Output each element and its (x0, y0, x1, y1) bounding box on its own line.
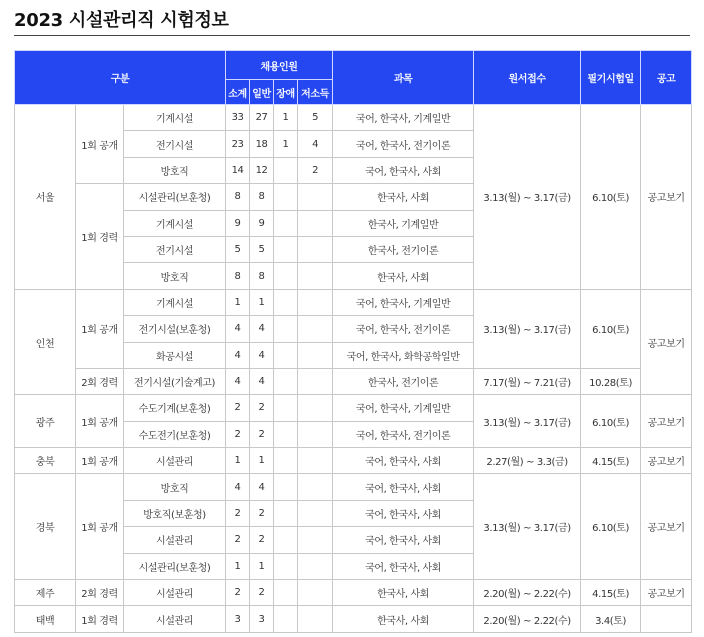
disabled-cell (274, 236, 298, 262)
subjects-cell: 한국사, 전기이론 (333, 236, 474, 262)
application-cell: 7.17(월) ~ 7.21(금) (474, 368, 581, 394)
low-income-cell: 4 (298, 131, 333, 157)
subjects-cell: 국어, 한국사, 사회 (333, 448, 474, 474)
subjects-cell: 국어, 한국사, 화학공학일반 (333, 342, 474, 368)
notice-link[interactable]: 공고보기 (641, 448, 692, 474)
position-cell: 방호직 (124, 157, 226, 183)
low-income-cell (298, 210, 333, 236)
subjects-cell: 한국사, 전기이론 (333, 368, 474, 394)
disabled-cell (274, 421, 298, 447)
table-row (15, 105, 692, 131)
general-cell: 2 (250, 421, 274, 447)
total-cell: 14 (226, 157, 250, 183)
subjects-cell: 한국사, 사회 (333, 580, 474, 606)
written-date-cell: 4.15(토) (581, 580, 641, 606)
subjects-cell: 국어, 한국사, 전기이론 (333, 316, 474, 342)
application-cell: 3.13(월) ~ 3.17(금) (474, 105, 581, 290)
disabled-cell (274, 263, 298, 289)
low-income-cell (298, 236, 333, 262)
application-cell: 3.13(월) ~ 3.17(금) (474, 474, 581, 580)
subjects-cell: 국어, 한국사, 사회 (333, 474, 474, 500)
total-cell: 2 (226, 421, 250, 447)
total-cell: 2 (226, 500, 250, 526)
subjects-cell: 국어, 한국사, 기계일반 (333, 395, 474, 421)
application-cell: 2.27(월) ~ 3.3(금) (474, 448, 581, 474)
total-cell: 9 (226, 210, 250, 236)
written-date-cell: 6.10(토) (581, 105, 641, 290)
total-cell: 8 (226, 263, 250, 289)
application-cell: 3.13(월) ~ 3.17(금) (474, 289, 581, 368)
subjects-cell: 국어, 한국사, 기계일반 (333, 289, 474, 315)
recruit-type-cell: 1회 공개 (76, 105, 124, 184)
total-cell: 4 (226, 342, 250, 368)
subjects-cell: 국어, 한국사, 전기이론 (333, 131, 474, 157)
recruit-type-cell: 1회 공개 (76, 289, 124, 368)
position-cell: 전기시설 (124, 236, 226, 262)
general-cell: 2 (250, 580, 274, 606)
position-cell: 수도전기(보훈청) (124, 421, 226, 447)
total-cell: 4 (226, 316, 250, 342)
low-income-cell (298, 580, 333, 606)
region-cell: 인천 (15, 289, 76, 395)
total-cell: 2 (226, 395, 250, 421)
total-cell: 2 (226, 527, 250, 553)
notice-link[interactable]: 공고보기 (641, 395, 692, 448)
general-cell: 1 (250, 553, 274, 579)
table-row (15, 474, 692, 500)
disabled-cell (274, 157, 298, 183)
subjects-cell: 국어, 한국사, 사회 (333, 527, 474, 553)
general-cell: 12 (250, 157, 274, 183)
header-notice: 공고 (641, 51, 692, 105)
recruit-type-cell: 1회 공개 (76, 448, 124, 474)
subjects-cell: 국어, 한국사, 전기이론 (333, 421, 474, 447)
table-row (15, 395, 692, 421)
disabled-cell (274, 289, 298, 315)
header-total: 소계 (226, 80, 250, 105)
exam-info-table (14, 50, 692, 633)
disabled-cell (274, 553, 298, 579)
subjects-cell: 한국사, 사회 (333, 184, 474, 210)
low-income-cell (298, 421, 333, 447)
application-cell: 2.20(월) ~ 2.22(수) (474, 606, 581, 632)
recruit-type-cell: 1회 공개 (76, 395, 124, 448)
general-cell: 4 (250, 368, 274, 394)
disabled-cell (274, 580, 298, 606)
subjects-cell: 국어, 한국사, 사회 (333, 553, 474, 579)
total-cell: 33 (226, 105, 250, 131)
low-income-cell (298, 500, 333, 526)
header-division: 구분 (15, 51, 226, 105)
notice-link[interactable]: 공고보기 (641, 474, 692, 580)
position-cell: 전기시설(보훈청) (124, 316, 226, 342)
general-cell: 2 (250, 527, 274, 553)
position-cell: 시설관리 (124, 448, 226, 474)
low-income-cell (298, 606, 333, 632)
region-cell: 광주 (15, 395, 76, 448)
header-hiring: 채용인원 (226, 51, 333, 80)
low-income-cell: 5 (298, 105, 333, 131)
position-cell: 기계시설 (124, 105, 226, 131)
written-date-cell: 6.10(토) (581, 395, 641, 448)
disabled-cell (274, 316, 298, 342)
subjects-cell: 국어, 한국사, 기계일반 (333, 105, 474, 131)
general-cell: 4 (250, 316, 274, 342)
position-cell: 방호직 (124, 263, 226, 289)
position-cell: 시설관리 (124, 580, 226, 606)
header-general: 일반 (250, 80, 274, 105)
written-date-cell: 10.28(토) (581, 368, 641, 394)
disabled-cell (274, 368, 298, 394)
disabled-cell: 1 (274, 105, 298, 131)
total-cell: 2 (226, 580, 250, 606)
subjects-cell: 한국사, 기계일반 (333, 210, 474, 236)
region-cell: 서울 (15, 105, 76, 290)
total-cell: 23 (226, 131, 250, 157)
position-cell: 전기시설 (124, 131, 226, 157)
disabled-cell (274, 606, 298, 632)
disabled-cell (274, 527, 298, 553)
general-cell: 2 (250, 395, 274, 421)
disabled-cell (274, 448, 298, 474)
total-cell: 4 (226, 474, 250, 500)
header-subjects: 과목 (333, 51, 474, 105)
header-application: 원서접수 (474, 51, 581, 105)
general-cell: 9 (250, 210, 274, 236)
position-cell: 시설관리(보훈청) (124, 553, 226, 579)
general-cell: 5 (250, 236, 274, 262)
position-cell: 방호직(보훈청) (124, 500, 226, 526)
position-cell: 수도기계(보훈청) (124, 395, 226, 421)
total-cell: 3 (226, 606, 250, 632)
low-income-cell (298, 368, 333, 394)
subjects-cell: 한국사, 사회 (333, 263, 474, 289)
subjects-cell: 국어, 한국사, 사회 (333, 157, 474, 183)
table-row (15, 368, 692, 394)
region-cell: 충북 (15, 448, 76, 474)
low-income-cell (298, 527, 333, 553)
recruit-type-cell: 2회 경력 (76, 580, 124, 606)
header-written-date: 필기시험일 (581, 51, 641, 105)
disabled-cell (274, 184, 298, 210)
low-income-cell (298, 289, 333, 315)
disabled-cell: 1 (274, 131, 298, 157)
general-cell: 4 (250, 474, 274, 500)
disabled-cell (274, 342, 298, 368)
position-cell: 화공시설 (124, 342, 226, 368)
table-row (15, 289, 692, 315)
table-row (15, 580, 692, 606)
total-cell: 1 (226, 289, 250, 315)
notice-link[interactable]: 공고보기 (641, 580, 692, 606)
general-cell: 18 (250, 131, 274, 157)
low-income-cell (298, 184, 333, 210)
position-cell: 기계시설 (124, 289, 226, 315)
table-row (15, 448, 692, 474)
region-cell: 제주 (15, 580, 76, 606)
recruit-type-cell: 1회 공개 (76, 474, 124, 580)
notice-link[interactable]: 공고보기 (641, 105, 692, 290)
disabled-cell (274, 474, 298, 500)
written-date-cell: 4.15(토) (581, 448, 641, 474)
general-cell: 27 (250, 105, 274, 131)
application-cell: 2.20(월) ~ 2.22(수) (474, 580, 581, 606)
total-cell: 1 (226, 553, 250, 579)
recruit-type-cell: 2회 경력 (76, 368, 124, 394)
total-cell: 5 (226, 236, 250, 262)
disabled-cell (274, 395, 298, 421)
position-cell: 방호직 (124, 474, 226, 500)
subjects-cell: 한국사, 사회 (333, 606, 474, 632)
header-low-income: 저소득 (298, 80, 333, 105)
position-cell: 기계시설 (124, 210, 226, 236)
written-date-cell: 6.10(토) (581, 474, 641, 580)
header-disabled: 장애 (274, 80, 298, 105)
position-cell: 시설관리 (124, 606, 226, 632)
total-cell: 1 (226, 448, 250, 474)
written-date-cell: 6.10(토) (581, 289, 641, 368)
title-divider (14, 35, 690, 36)
low-income-cell (298, 263, 333, 289)
general-cell: 8 (250, 184, 274, 210)
general-cell: 8 (250, 263, 274, 289)
low-income-cell (298, 474, 333, 500)
general-cell: 1 (250, 289, 274, 315)
page-title: 2023 시설관리직 시험정보 (14, 10, 229, 31)
region-cell: 경북 (15, 474, 76, 580)
written-date-cell: 3.4(토) (581, 606, 641, 632)
low-income-cell (298, 553, 333, 579)
notice-link[interactable]: 공고보기 (641, 289, 692, 395)
low-income-cell (298, 316, 333, 342)
total-cell: 8 (226, 184, 250, 210)
notice-cell (641, 606, 692, 632)
low-income-cell: 2 (298, 157, 333, 183)
recruit-type-cell: 1회 경력 (76, 184, 124, 290)
application-cell: 3.13(월) ~ 3.17(금) (474, 395, 581, 448)
total-cell: 4 (226, 368, 250, 394)
position-cell: 시설관리 (124, 527, 226, 553)
recruit-type-cell: 1회 경력 (76, 606, 124, 632)
position-cell: 시설관리(보훈청) (124, 184, 226, 210)
subjects-cell: 국어, 한국사, 사회 (333, 500, 474, 526)
region-cell: 태백 (15, 606, 76, 632)
table-row (15, 606, 692, 632)
position-cell: 전기시설(기술계고) (124, 368, 226, 394)
low-income-cell (298, 342, 333, 368)
disabled-cell (274, 500, 298, 526)
general-cell: 4 (250, 342, 274, 368)
low-income-cell (298, 395, 333, 421)
disabled-cell (274, 210, 298, 236)
low-income-cell (298, 448, 333, 474)
general-cell: 1 (250, 448, 274, 474)
general-cell: 3 (250, 606, 274, 632)
general-cell: 2 (250, 500, 274, 526)
